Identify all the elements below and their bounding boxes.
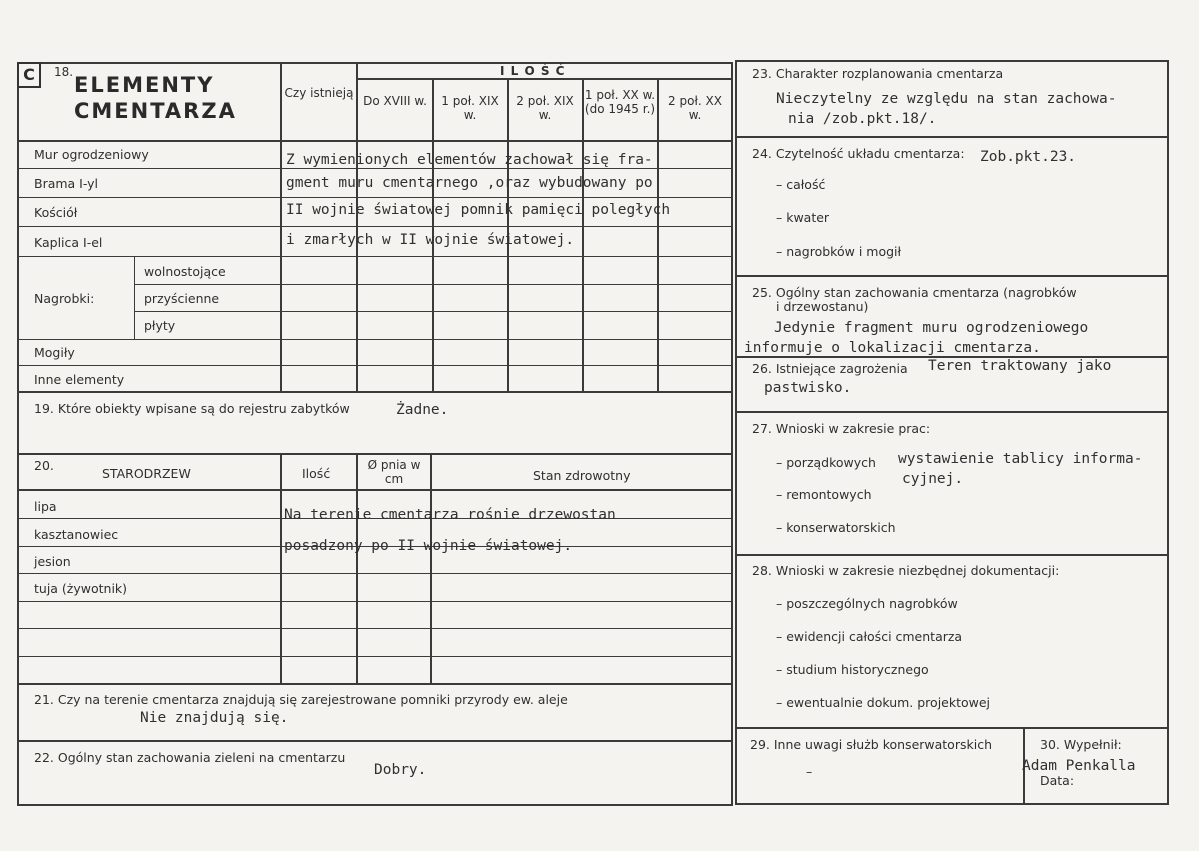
row-brama: Brama I-yl: [34, 176, 99, 191]
grid-line: [356, 78, 732, 80]
col-1pol-xx: 1 poł. XX w. (do 1945 r.): [584, 88, 656, 116]
col-do-xviii: Do XVIII w.: [363, 94, 427, 108]
grid-line: [280, 453, 282, 683]
frame-line: [17, 804, 733, 806]
grid-line: [430, 453, 432, 683]
row-inne: Inne elementy: [34, 372, 125, 387]
grid-line: [17, 168, 733, 169]
s18-number: 18.: [54, 65, 74, 79]
s29-label: 29. Inne uwagi służb konserwatorskich: [750, 737, 992, 752]
s27-value-line1: wystawienie tablicy informa-: [898, 451, 1143, 467]
grid-line: [735, 727, 1169, 729]
s27-item-konserwatorskich: – konserwatorskich: [776, 520, 896, 535]
s22-value: Dobry.: [374, 762, 427, 778]
s18-typed-line2: gment muru cmentarnego ,oraz wybudowany po: [286, 175, 653, 191]
grid-line: [17, 489, 733, 491]
s20-typed-line1: Na terenie cmentarza rośnie drzewostan: [284, 507, 616, 523]
s18-title-line1: ELEMENTY: [74, 73, 215, 97]
grid-line: [134, 284, 733, 285]
s20-number: 20.: [34, 458, 54, 473]
col-1pol-xix: 1 poł. XIX w.: [441, 94, 499, 122]
tree-row-tuja: tuja (żywotnik): [34, 581, 128, 596]
grid-line: [17, 226, 733, 227]
s27-label: 27. Wnioski w zakresie prac:: [752, 421, 931, 436]
col-2pol-xx: 2 poł. XX w.: [668, 94, 722, 122]
s24-item-nagrobkow: – nagrobków i mogił: [776, 244, 902, 259]
row-wolnostojace: wolnostojące: [144, 264, 226, 279]
grid-line: [735, 411, 1169, 413]
s25-value-line1: Jedynie fragment muru ogrodzeniowego: [774, 320, 1089, 336]
s27-item-remontowych: – remontowych: [776, 487, 872, 502]
grid-line: [17, 683, 733, 685]
corner-mark: C: [17, 62, 41, 88]
s21-value: Nie znajdują się.: [140, 710, 289, 726]
s18-typed-line4: i zmarłych w II wojnie światowej.: [286, 232, 575, 248]
row-mogily: Mogiły: [34, 345, 75, 360]
s26-value-line1: Teren traktowany jako: [928, 358, 1112, 374]
col-czy-istnieja: Czy istnieją: [284, 86, 354, 100]
s23-label: 23. Charakter rozplanowania cmentarza: [752, 66, 1004, 81]
s20-col-pnia: Ø pnia w cm: [367, 458, 421, 486]
grid-line: [17, 740, 733, 742]
frame-line: [735, 60, 737, 805]
s28-item-studium: – studium historycznego: [776, 662, 929, 677]
s24-item-kwater: – kwater: [776, 210, 830, 225]
grid-line: [17, 256, 733, 257]
s20-col-ilosc: Ilość: [302, 466, 331, 481]
s28-item-nagrobkow: – poszczególnych nagrobków: [776, 596, 958, 611]
s20-col-stan: Stan zdrowotny: [533, 468, 631, 483]
tree-row-jesion: jesion: [34, 554, 71, 569]
tree-row-kasztanowiec: kasztanowiec: [34, 527, 119, 542]
grid-line: [17, 339, 733, 340]
s28-item-projektowej: – ewentualnie dokum. projektowej: [776, 695, 991, 710]
s26-value-line2: pastwisko.: [764, 380, 852, 396]
row-nagrobki: Nagrobki:: [34, 291, 95, 306]
s18-typed-line3: II wojnie światowej pomnik pamięci poległych: [286, 202, 671, 218]
s19-label: 19. Które obiekty wpisane są do rejestru zabytków: [34, 401, 350, 416]
grid-line: [735, 554, 1169, 556]
s23-value-line2: nia /zob.pkt.18/.: [788, 111, 937, 127]
frame-line: [17, 62, 19, 806]
grid-line: [735, 275, 1169, 277]
tree-row-lipa: lipa: [34, 499, 57, 514]
s25-label-line2: i drzewostanu): [776, 299, 869, 314]
s21-label: 21. Czy na terenie cmentarza znajdują się zarejestrowane pomniki przyrody ew. aleje: [34, 692, 568, 707]
row-kaplica: Kaplica I-el: [34, 235, 103, 250]
s20-title: STARODRZEW: [102, 466, 191, 481]
s26-label: 26. Istniejące zagrożenia: [752, 361, 908, 376]
frame-line: [1167, 60, 1169, 805]
s22-label: 22. Ogólny stan zachowania zieleni na cmentarzu: [34, 750, 346, 765]
s30-data-label: Data:: [1040, 773, 1075, 788]
s20-typed-line2: posadzony po II wojnie światowej.: [284, 538, 573, 554]
s27-value-line2: cyjnej.: [902, 471, 964, 487]
s30-value: Adam Penkalla: [1022, 758, 1136, 774]
row-plyty: płyty: [144, 318, 176, 333]
grid-line: [17, 656, 733, 657]
grid-line: [17, 197, 733, 198]
grid-line: [17, 365, 733, 366]
s23-value-line1: Nieczytelny ze względu na stan zachowa-: [776, 91, 1117, 107]
s28-label: 28. Wnioski w zakresie niezbędnej dokumentacji:: [752, 563, 1060, 578]
s25-value-line2: informuje o lokalizacji cmentarza.: [744, 340, 1041, 356]
row-mur: Mur ogrodzeniowy: [34, 147, 149, 162]
s24-value: Zob.pkt.23.: [980, 149, 1077, 165]
grid-line: [735, 136, 1169, 138]
s28-item-ewidencji: – ewidencji całości cmentarza: [776, 629, 963, 644]
s24-item-calosc: – całość: [776, 177, 826, 192]
grid-line: [17, 628, 733, 629]
row-kosciol: Kościół: [34, 205, 78, 220]
s29-value: –: [806, 764, 813, 779]
s24-label: 24. Czytelność układu cmentarza:: [752, 146, 965, 161]
frame-line: [735, 803, 1169, 805]
grid-line: [582, 78, 584, 391]
s19-value: Żadne.: [396, 402, 449, 418]
frame-line: [17, 62, 733, 64]
grid-line: [17, 601, 733, 602]
grid-line: [17, 391, 733, 393]
s25-label-line1: 25. Ogólny stan zachowania cmentarza (nagrobków: [752, 285, 1077, 300]
col-ilosc: I L O Ś Ć: [500, 64, 566, 78]
col-2pol-xix: 2 poł. XIX w.: [516, 94, 574, 122]
s30-label: 30. Wypełnił:: [1040, 737, 1122, 752]
grid-line: [356, 453, 358, 683]
frame-line: [735, 60, 1169, 62]
s18-typed-line1: Z wymienionych elementów zachował się fra-: [286, 152, 653, 168]
grid-line: [17, 453, 733, 455]
grid-line: [134, 256, 135, 339]
row-przyscienne: przyścienne: [144, 291, 220, 306]
grid-line: [657, 78, 659, 391]
grid-line: [17, 573, 733, 574]
frame-line: [731, 62, 733, 806]
s27-item-porzadkowych: – porządkowych: [776, 455, 876, 470]
s18-title-line2: CMENTARZA: [74, 99, 237, 123]
grid-line: [17, 140, 733, 142]
grid-line: [134, 311, 733, 312]
